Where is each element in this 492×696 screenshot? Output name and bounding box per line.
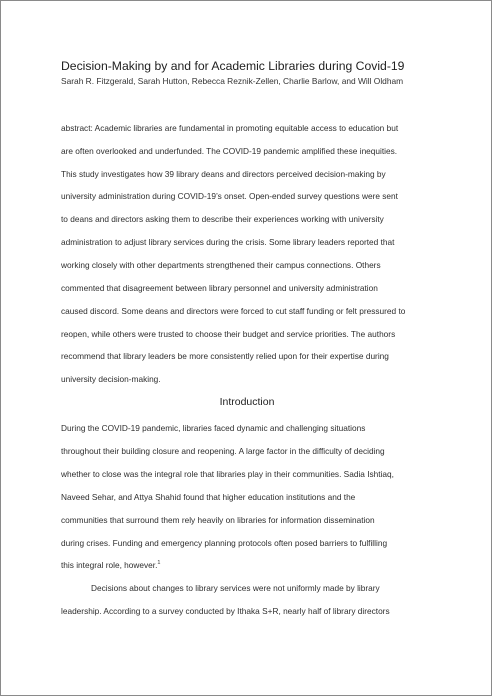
intro-line-last	[61, 560, 160, 570]
intro-line: Decisions about changes to library services were not uniformly made by library	[91, 583, 380, 593]
abstract-line: reopen, while others were trusted to choose their budget and service priorities. The authors	[61, 329, 396, 339]
abstract-line: This study investigates how 39 library deans and directors perceived decision-making by	[61, 169, 386, 179]
abstract-line: administration to adjust library services during the crisis. Some library leaders reported that	[61, 237, 395, 247]
abstract-line: working closely with other departments strengthened their campus connections. Others	[61, 260, 381, 270]
intro-line: During the COVID-19 pandemic, libraries faced dynamic and challenging situations	[61, 423, 366, 433]
intro-line: during crises. Funding and emergency planning protocols often posed barriers to fulfilling	[61, 538, 388, 548]
abstract-line: caused discord. Some deans and directors were forced to cut staff funding or felt pressured to	[61, 306, 406, 316]
abstract-line: university decision-making.	[61, 374, 161, 384]
abstract-line: are often overlooked and underfunded. The COVID-19 pandemic amplified these inequities.	[61, 146, 398, 156]
intro-line: throughout their building closure and reopening. A large factor in the difficulty of deciding	[61, 446, 385, 456]
footnote-marker[interactable]: 1	[157, 560, 161, 567]
abstract-line: commented that disagreement between library personnel and university administration	[61, 283, 378, 293]
abstract-line: abstract: Academic libraries are fundamental in promoting equitable access to education but	[61, 123, 399, 133]
abstract-line: to deans and directors asking them to describe their experiences working with university	[61, 214, 384, 224]
paper-title: Decision-Making by and for Academic Libraries during Covid-19	[61, 59, 405, 73]
section-heading-introduction: Introduction	[219, 396, 275, 408]
intro-line: Naveed Sehar, and Attya Shahid found that higher education institutions and the	[61, 492, 356, 502]
abstract-line: university administration during COVID-19’s onset. Open-ended survey questions were sent	[61, 191, 398, 201]
intro-line: communities that surround them rely heavily on libraries for information dissemination	[61, 515, 375, 525]
intro-line: leadership. According to a survey conducted by Ithaka S+R, nearly half of library directors	[61, 606, 390, 616]
intro-line-text: this integral role, however.	[61, 560, 158, 570]
author-list: Sarah R. Fitzgerald, Sarah Hutton, Rebecca Reznik-Zellen, Charlie Barlow, and Will Oldham	[61, 76, 404, 86]
intro-line: whether to close was the integral role that libraries play in their communities. Sadia Ishtiaq,	[61, 469, 394, 479]
abstract-line: recommend that library leaders be more consistently relied upon for their expertise during	[61, 351, 389, 361]
